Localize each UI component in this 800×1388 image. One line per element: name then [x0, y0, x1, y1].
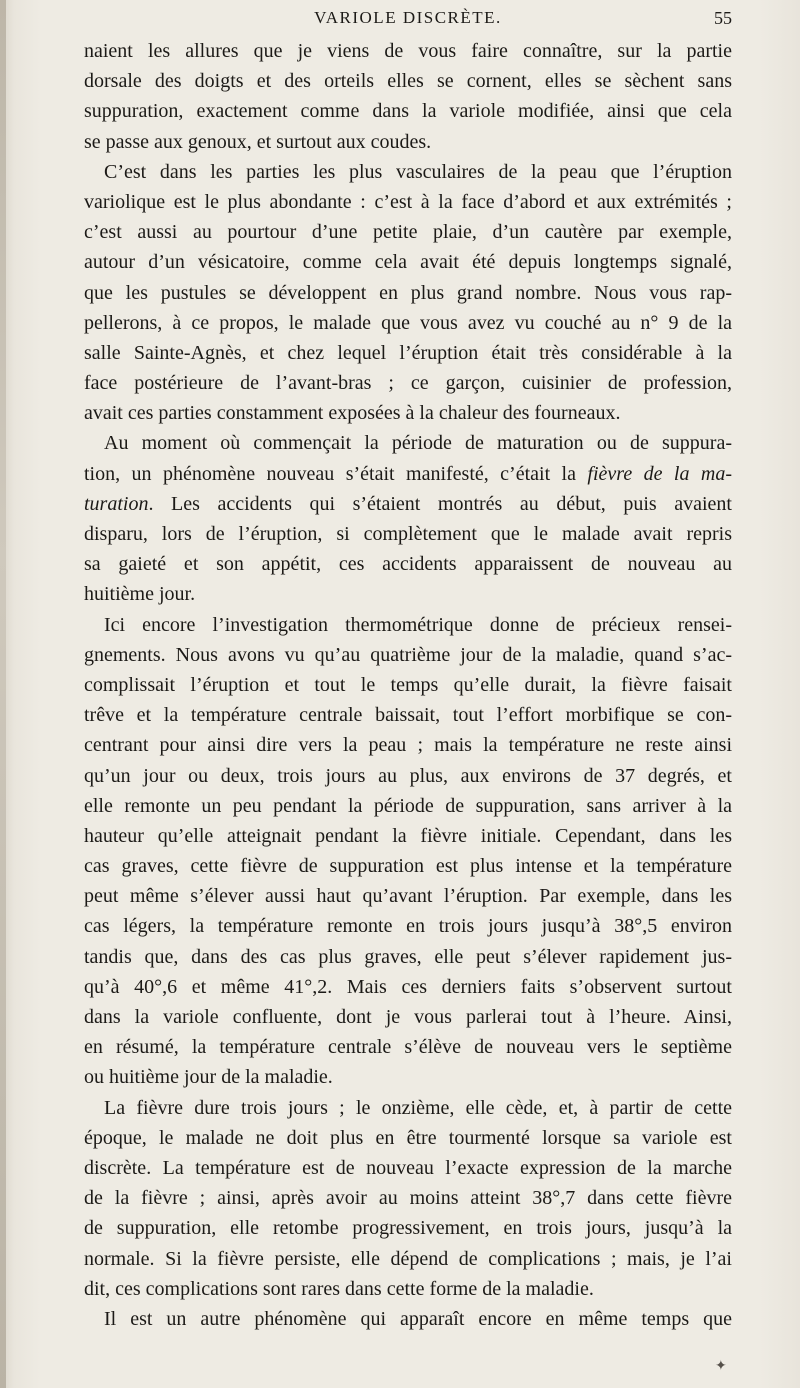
italic-term: fièvre de la ma- — [587, 462, 733, 485]
text-line — [84, 127, 732, 157]
text-line-content: de suppuration, elle retombe progressivement, en trois jours, jusqu’à la — [84, 1217, 732, 1240]
page-number: 55 — [714, 8, 732, 28]
italic-term: turation — [84, 492, 149, 515]
text-line-content: variolique est le plus abondante : c’est à la face d’abord et aux extrémités ; — [84, 190, 732, 213]
text-line-content: elle remonte un peu pendant la période de suppuration, sans arriver à la — [84, 794, 732, 817]
text-line-content: de la fièvre ; ainsi, après avoir au moins atteint 38°,7 dans cette fièvre — [84, 1187, 732, 1210]
text-line-content: peut même s’élever aussi haut qu’avant l’éruption. Par exemple, dans les — [84, 885, 732, 908]
text-line — [84, 730, 732, 760]
text-line-content: salle Sainte-Agnès, et chez lequel l’éruption était très considérable à la — [84, 341, 732, 364]
text-line — [84, 278, 732, 308]
text-line — [84, 96, 732, 126]
text-line — [84, 972, 732, 1002]
text-line-content: disparu, lors de l’éruption, si complètement que le malade avait repris — [84, 523, 732, 545]
text-line — [84, 1304, 732, 1334]
text-line-content: suppuration, exactement comme dans la variole modifiée, ainsi que cela — [84, 100, 732, 123]
text-line — [84, 851, 732, 881]
text-line-content: dorsale des doigts et des orteils elles se cornent, elles se sèchent sans — [84, 70, 732, 93]
ink-mark: ✦ — [715, 1359, 727, 1374]
text-line-content: ou huitième jour de la maladie. — [84, 1066, 333, 1089]
text-line — [84, 157, 732, 187]
text-line — [84, 1183, 732, 1213]
text-line — [84, 791, 732, 821]
text-line-content: cas légers, la température remonte en trois jours jusqu’à 38°,5 environ — [84, 915, 732, 938]
text-line-content: hauteur qu’elle atteignait pendant la fièvre initiale. Cependant, dans les — [84, 824, 732, 847]
text-line-content: que les pustules se développent en plus grand nombre. Nous vous rap- — [84, 281, 732, 304]
text-line-content: gnements. Nous avons vu qu’au quatrième jour de la maladie, quand s’ac- — [84, 643, 732, 666]
text-line — [84, 579, 732, 609]
text-line — [84, 1002, 732, 1032]
text-line — [84, 519, 732, 549]
text-line-content: Ici encore l’investigation thermométrique donne de précieux rensei- — [104, 613, 732, 636]
text-line-content: face postérieure de l’avant-bras ; ce garçon, cuisinier de profession, — [84, 372, 732, 395]
text-line-content: autour d’un vésicatoire, comme cela avait été depuis longtemps signalé, — [84, 251, 732, 274]
text-line-continuation: . Les accidents qui s’étaient montrés au début, puis avaient — [148, 492, 732, 515]
text-line — [84, 187, 732, 217]
text-line-content: se passe aux genoux, et surtout aux coudes. — [84, 130, 432, 153]
text-line-content: époque, le malade ne doit plus en être tourmenté lorsque sa variole est — [84, 1126, 732, 1149]
text-line-content: Il est un autre phénomène qui apparaît encore en même temps que — [104, 1307, 732, 1330]
text-line — [84, 66, 732, 96]
text-line — [84, 761, 732, 791]
running-title: VARIOLE DISCRÈTE. — [314, 8, 502, 27]
text-line-content: Au moment où commençait la période de maturation ou de suppura- — [104, 432, 732, 455]
text-line — [84, 549, 732, 579]
body-text — [84, 36, 732, 1334]
text-line-content: c’est aussi au pourtour d’une petite plaie, d’un cautère par exemple, — [84, 221, 732, 244]
text-line-content: sa gaieté et son appétit, ces accidents apparaissent de nouveau au — [84, 553, 732, 576]
text-line — [84, 1153, 732, 1183]
text-line — [84, 911, 732, 941]
text-line-content: qu’à 40°,6 et même 41°,2. Mais ces derniers faits s’observent surtout — [84, 975, 732, 998]
text-line — [84, 1062, 732, 1092]
text-line — [84, 1213, 732, 1243]
text-line-content: La fièvre dure trois jours ; le onzième, elle cède, et, à partir de cette — [104, 1096, 732, 1119]
text-line — [84, 368, 732, 398]
text-line — [84, 1274, 732, 1304]
text-line — [84, 36, 732, 66]
text-line — [84, 428, 732, 458]
text-line — [84, 942, 732, 972]
page-binding-edge — [0, 0, 6, 1388]
text-line — [84, 398, 732, 428]
text-line — [84, 489, 732, 519]
text-line-content: avait ces parties constamment exposées à la chaleur des fourneaux. — [84, 402, 621, 425]
text-line — [84, 247, 732, 277]
text-line — [84, 1032, 732, 1062]
text-line — [84, 1093, 732, 1123]
text-line-content: huitième jour. — [84, 583, 196, 606]
text-line-content: trêve et la température centrale baissait, tout l’effort morbifique se con- — [84, 704, 732, 727]
text-line-content: centrant pour ainsi dire vers la peau ; mais la température ne reste ainsi — [84, 734, 732, 757]
text-line-content: cas graves, cette fièvre de suppuration est plus intense et la température — [84, 855, 732, 878]
text-line — [84, 821, 732, 851]
text-line-content: naient les allures que je viens de vous faire connaître, sur la partie — [84, 40, 732, 62]
text-line-content: complissait l’éruption et tout le temps qu’elle durait, la fièvre faisait — [84, 673, 732, 696]
text-line — [84, 459, 732, 489]
text-line — [84, 217, 732, 247]
text-line-content: dans la variole confluente, dont je vous parlerai tout à l’heure. Ainsi, — [84, 1006, 732, 1028]
text-line — [84, 308, 732, 338]
text-line — [84, 640, 732, 670]
text-line — [84, 700, 732, 730]
text-line — [84, 881, 732, 911]
text-line-content: qu’un jour ou deux, trois jours au plus, aux environs de 37 degrés, et — [84, 764, 732, 787]
text-line-content: dit, ces complications sont rares dans cette forme de la maladie. — [84, 1277, 594, 1300]
text-line — [84, 670, 732, 700]
text-line-content: discrète. La température est de nouveau l’exacte expression de la marche — [84, 1156, 732, 1179]
text-line-content: normale. Si la fièvre persiste, elle dépend de complications ; mais, je l’ai — [84, 1247, 732, 1270]
running-header — [84, 8, 732, 38]
text-line — [84, 610, 732, 640]
text-line-content: pellerons, à ce propos, le malade que vous avez vu couché au n° 9 de la — [84, 311, 732, 334]
text-line — [84, 338, 732, 368]
text-line-content: tion, un phénomène nouveau s’était manifesté, c’était la — [84, 462, 588, 485]
text-line — [84, 1244, 732, 1274]
text-line — [84, 1123, 732, 1153]
text-line-content: tandis que, dans des cas plus graves, elle peut s’élever rapidement jus- — [84, 945, 732, 968]
text-line-content: C’est dans les parties les plus vasculaires de la peau que l’éruption — [104, 160, 732, 183]
text-line-content: en résumé, la température centrale s’élève de nouveau vers le septième — [84, 1036, 732, 1059]
